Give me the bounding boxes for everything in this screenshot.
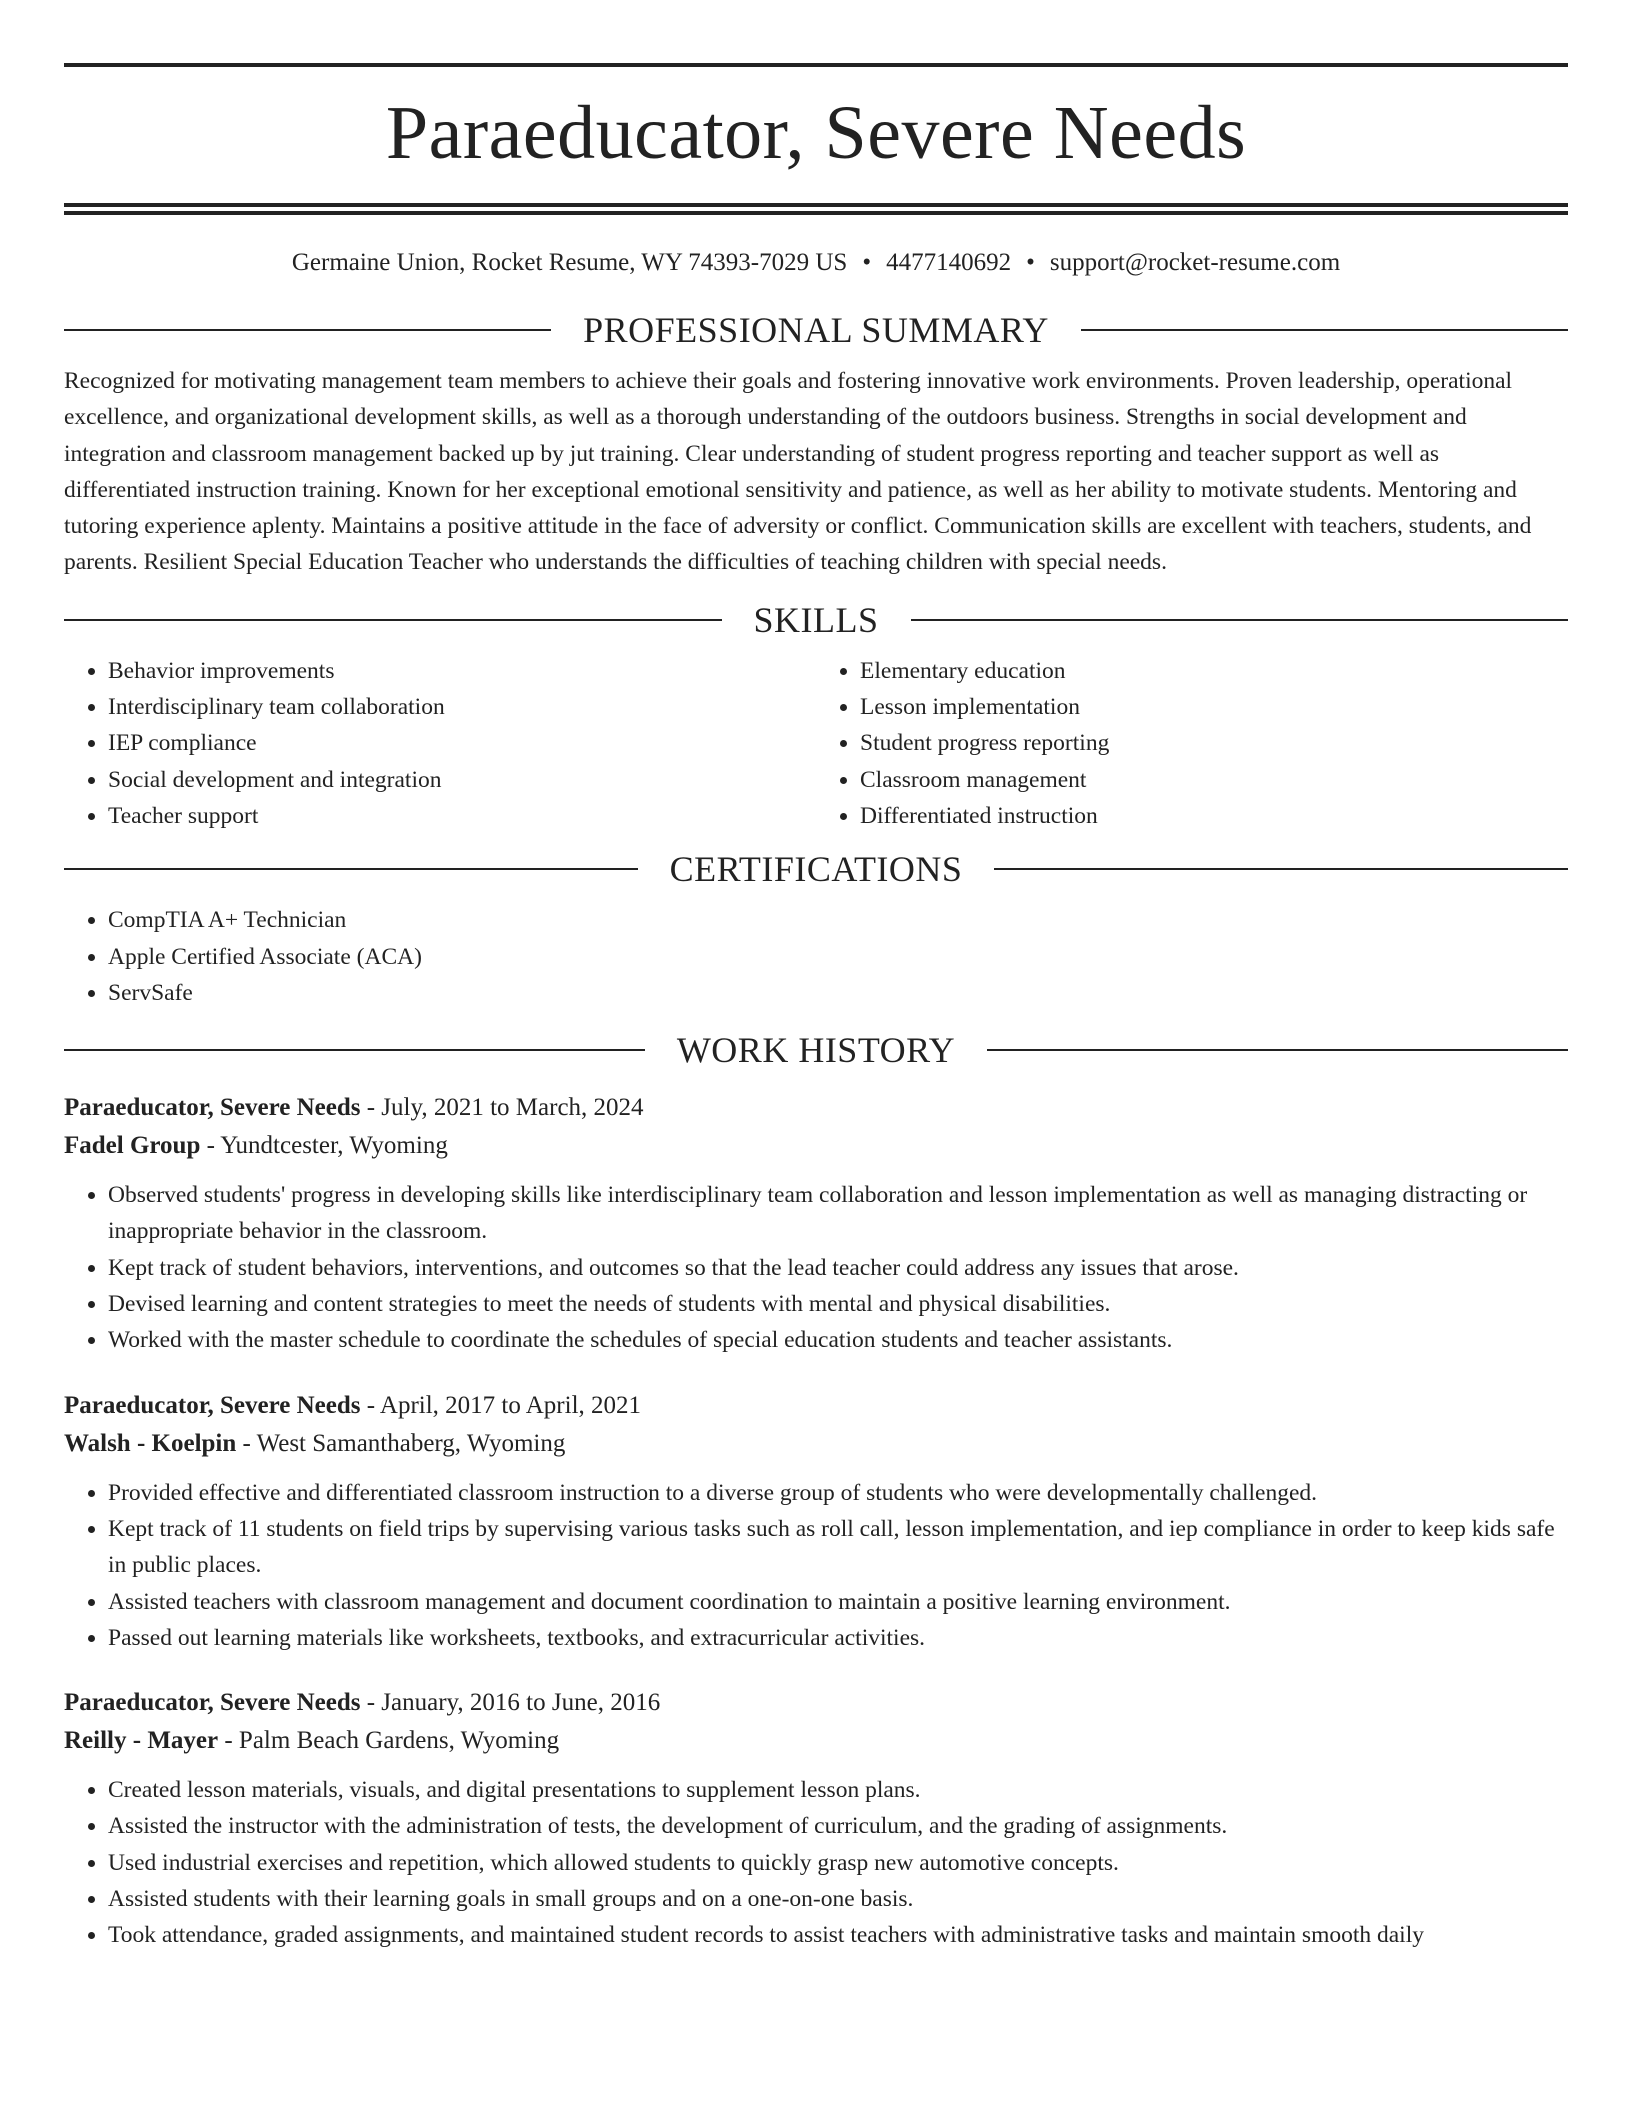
skill-item: • Social development and integration: [108, 762, 816, 798]
job-title: Paraeducator, Severe Needs: [64, 1689, 361, 1717]
certification-item: • CompTIA A+ Technician: [108, 902, 1568, 938]
job-bullets: [64, 1177, 1568, 1358]
job-bullet: • Took attendance, graded assignments, and maintained student records to assist teachers with administrative tasks and maintain smooth daily: [108, 1917, 1568, 1953]
certification-item: • ServSafe: [108, 975, 1568, 1011]
certifications-title: CERTIFICATIONS: [669, 849, 963, 890]
top-rule: [64, 63, 1568, 67]
skill-item: • Interdisciplinary team collaboration: [108, 689, 816, 725]
heading-rule-left: [64, 329, 551, 331]
job-title: Paraeducator, Severe Needs: [64, 1391, 361, 1419]
skills-heading: [64, 595, 1568, 645]
resume-name: Paraeducator, Severe Needs: [385, 91, 1247, 175]
job-company: Walsh - Koelpin: [64, 1429, 237, 1457]
job-bullet: • Assisted teachers with classroom management and document coordination to maintain a positive learning environment.: [108, 1584, 1568, 1620]
contact-address: Germaine Union, Rocket Resume, WY 74393-7029 US: [291, 249, 848, 276]
skills-column-left: [64, 653, 816, 834]
job-bullet: • Kept track of 11 students on field trips by supervising various tasks such as roll call, lesson implementation, and iep compliance in order to keep kids safe in public places.: [108, 1511, 1568, 1584]
heading-rule-left: [64, 1049, 645, 1051]
contact-line: [64, 245, 1568, 281]
job-entry: [64, 1684, 1568, 1953]
heading-rule-right: [911, 619, 1569, 621]
job-bullet: • Passed out learning materials like worksheets, textbooks, and extracurricular activities.: [108, 1620, 1568, 1656]
heading-rule-right: [1081, 329, 1568, 331]
skills-title: SKILLS: [753, 599, 879, 640]
job-location: - Yundtcester, Wyoming: [206, 1132, 448, 1160]
heading-rule-left: [64, 619, 722, 621]
job-bullet: • Assisted students with their learning goals in small groups and on a one-on-one basis.: [108, 1881, 1568, 1917]
job-location: - Palm Beach Gardens, Wyoming: [224, 1727, 560, 1755]
skill-item: • Lesson implementation: [860, 689, 1568, 725]
job-dates: - January, 2016 to June, 2016: [366, 1689, 661, 1717]
job-title-line: [64, 1387, 1568, 1425]
heading-rule-right: [994, 868, 1568, 870]
double-rule: [64, 203, 1568, 215]
skills-column-right: [816, 653, 1568, 834]
job-company-line: [64, 1127, 1568, 1165]
job-bullet: • Created lesson materials, visuals, and digital presentations to supplement lesson plans.: [108, 1772, 1568, 1808]
job-bullet: • Worked with the master schedule to coordinate the schedules of special education students and teacher assistants.: [108, 1322, 1568, 1358]
skill-item: • Behavior improvements: [108, 653, 816, 689]
skill-item: • Student progress reporting: [860, 725, 1568, 761]
skill-item: • Classroom management: [860, 762, 1568, 798]
job-bullet: • Devised learning and content strategies to meet the needs of students with mental and physical disabilities.: [108, 1286, 1568, 1322]
skill-item: • Differentiated instruction: [860, 798, 1568, 834]
job-bullet: • Observed students' progress in developing skills like interdisciplinary team collaboration and lesson implementation as well as managing distracting or inappropriate behavior in the classroom.: [108, 1177, 1568, 1250]
job-company-line: [64, 1722, 1568, 1760]
job-bullets: [64, 1475, 1568, 1656]
contact-email: support@rocket-resume.com: [1049, 249, 1341, 276]
job-dates: - July, 2021 to March, 2024: [366, 1094, 644, 1122]
job-company: Fadel Group: [64, 1132, 201, 1160]
contact-phone: 4477140692: [886, 249, 1012, 276]
heading-rule-right: [987, 1049, 1568, 1051]
job-bullet: • Kept track of student behaviors, interventions, and outcomes so that the lead teacher could address any issues that arose.: [108, 1250, 1568, 1286]
job-title-line: [64, 1684, 1568, 1722]
skill-item: • Teacher support: [108, 798, 816, 834]
certification-item: • Apple Certified Associate (ACA): [108, 939, 1568, 975]
skill-item: • IEP compliance: [108, 725, 816, 761]
summary-text: Recognized for motivating management team members to achieve their goals and fostering innovative work environments. Proven leadership, operational excellence, and organizational development skills, as well as a thorough understanding of the outdoors business. Strengths in social development and integration and classroom management backed up by jut training. Clear understanding of student progress reporting and teacher support as well as differentiated instruction training. Known for her exceptional emotional sensitivity and patience, as well as her ability to motivate students. Mentoring and tutoring experience aplenty. Maintains a positive attitude in the face of adversity or conflict. Communication skills are excellent with teachers, students, and parents. Resilient Special Education Teacher who understands the difficulties of teaching children with special needs.: [64, 368, 1532, 576]
job-bullet: • Provided effective and differentiated classroom instruction to a diverse group of students who were developmentally challenged.: [108, 1475, 1568, 1511]
contact-separator: •: [862, 249, 872, 276]
skill-item: • Elementary education: [860, 653, 1568, 689]
work-heading: [64, 1025, 1568, 1075]
job-entry: [64, 1089, 1568, 1358]
job-bullet: • Used industrial exercises and repetition, which allowed students to quickly grasp new automotive concepts.: [108, 1845, 1568, 1881]
job-dates: - April, 2017 to April, 2021: [366, 1391, 642, 1419]
job-company-line: [64, 1425, 1568, 1463]
summary-heading: [64, 305, 1568, 355]
skills-list-left: [64, 653, 816, 834]
work-title: WORK HISTORY: [676, 1030, 956, 1071]
skills-grid: [64, 653, 1568, 834]
job-title: Paraeducator, Severe Needs: [64, 1094, 361, 1122]
job-location: - West Samanthaberg, Wyoming: [242, 1429, 566, 1457]
job-bullets: [64, 1772, 1568, 1953]
job-bullet: • Assisted the instructor with the administration of tests, the development of curriculum, and the grading of assignments.: [108, 1808, 1568, 1844]
skills-list-right: [816, 653, 1568, 834]
job-company: Reilly - Mayer: [64, 1727, 219, 1755]
job-entry: [64, 1387, 1568, 1656]
summary-title: PROFESSIONAL SUMMARY: [583, 310, 1049, 350]
contact-separator: •: [1026, 249, 1035, 276]
job-title-line: [64, 1089, 1568, 1127]
heading-rule-left: [64, 868, 638, 870]
certifications-heading: [64, 844, 1568, 894]
certifications-list: [64, 902, 1568, 1011]
